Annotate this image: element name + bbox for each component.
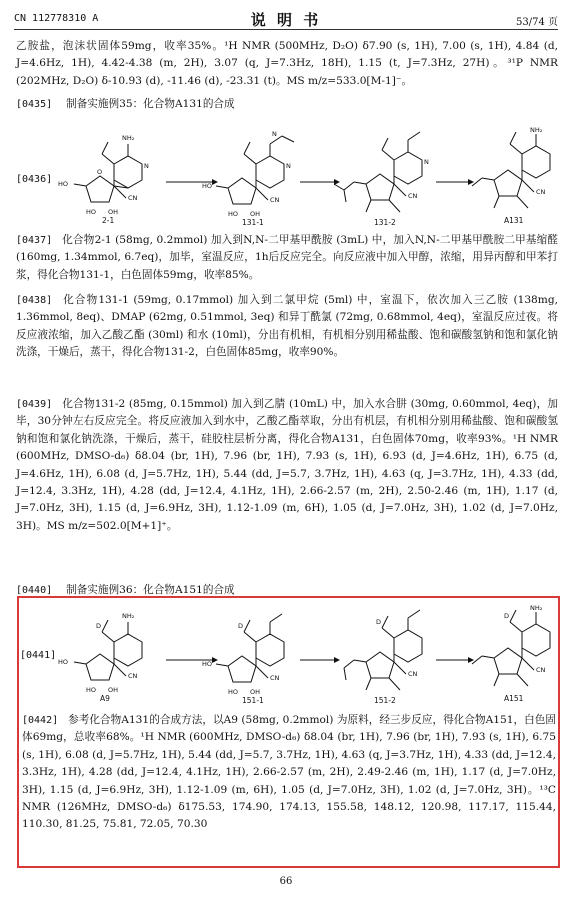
svg-text:N: N xyxy=(424,158,429,166)
page-info: 53/74 页 xyxy=(516,17,558,28)
reaction-scheme-2 xyxy=(16,604,558,706)
nh2-label: NH₂ xyxy=(122,134,135,142)
paragraph-0442 xyxy=(22,712,556,834)
svg-text:HO: HO xyxy=(228,210,239,218)
heading-text: 制备实施例36：化合物A151的合成 xyxy=(66,584,235,596)
svg-text:HO: HO xyxy=(58,658,69,666)
paragraph-0438 xyxy=(16,292,558,362)
svg-text:D: D xyxy=(238,622,244,630)
compound-151-1-structure xyxy=(202,614,284,696)
svg-text:N: N xyxy=(286,162,291,170)
svg-text:HO: HO xyxy=(228,688,239,696)
paragraph-text: 乙胺盐，泡沫状固体59mg，收率35%。¹H NMR (500MHz, D₂O) δ7.90 (s, 1H), 7.00 (s, 1H), 4.84 (d, J=4.6Hz, 1H), 4.42-4.38 (m, 2H), 3.07 (q, J=7.3Hz, 18H), 1.15 (t, J=7.3Hz, 27H)。³¹P NMR (202MHz, D₂O) δ-10.93 (d), -11.46 (d), -23.31 (t)。MS m/z=533.0[M-1]⁻。 xyxy=(16,40,558,87)
paragraph-tag: [0441] xyxy=(20,650,57,661)
svg-text:NH₂: NH₂ xyxy=(530,604,543,612)
heading-text: 制备实施例35：化合物A131的合成 xyxy=(66,98,235,110)
compound-131-2-structure xyxy=(334,132,429,212)
compound-label: A131 xyxy=(504,216,524,225)
paragraph-tag: [0438] xyxy=(16,295,53,306)
svg-text:HO: HO xyxy=(202,182,213,190)
svg-text:HO: HO xyxy=(58,180,69,188)
compound-151-2-structure xyxy=(344,610,422,690)
paragraph-text: 化合物131-1 (59mg, 0.17mmol) 加入到二氯甲烷 (5ml) 中，室温下，依次加入三乙胺 (138mg, 1.36mmol, 8eq)、DMAP (62mg, 0.51mmol, 3eq) 和异丁酰氯 (72mg, 0.68mmol, 4eq)，室温反应过夜。将反应液浓缩，加入乙酸乙酯 (30ml) 和水 (10ml)，分出有机相，有机相分别用稀盐酸、饱和碳酸氢钠和饱和氯化钠洗涤，干燥后，蒸干，得化合物131-2，白色固体85mg，收率90%。 xyxy=(16,294,558,359)
paragraph-tag: [0436] xyxy=(16,174,53,185)
compound-label: 151-1 xyxy=(242,696,264,705)
compound-131-1-structure xyxy=(202,130,294,218)
publication-number: CN 112778310 A xyxy=(14,13,99,24)
compound-a131-structure xyxy=(472,126,550,208)
svg-text:OH: OH xyxy=(250,688,261,696)
svg-text:CN: CN xyxy=(536,666,546,674)
svg-text:HO: HO xyxy=(86,208,97,216)
svg-text:OH: OH xyxy=(108,686,119,694)
compound-label: A9 xyxy=(100,694,110,703)
svg-text:CN: CN xyxy=(270,196,280,204)
svg-text:NH₂: NH₂ xyxy=(530,126,543,134)
svg-text:CN: CN xyxy=(128,194,138,202)
paragraph-text: 化合物131-2 (85mg, 0.15mmol) 加入到乙腈 (10mL) 中，加入水合肼 (30mg, 0.60mmol, 4eq)，加毕，30分钟左右反应完全。将反应液加入到水中，乙酸乙酯萃取，分出有机层，有机相分别用稀盐酸、饱和碳酸氢钠和饱和氯化钠洗涤，干燥后，蒸干，硅胶柱层析分离，得化合物A131，白色固体70mg，收率93%。¹H NMR (600MHz, DMSO-d₆) δ8.04 (br, 1H), 7.96 (br, 1H), 7.93 (s, 1H), 6.93 (d, J=4.6Hz, 1H), 6.75 (d, J=4.6Hz, 1H), 6.08 (d, J=5.7Hz, 1H), 5.44 (dd, J=5.7, 3.7Hz, 1H), 4.63 (q, J=3.7Hz, 1H), 4.33 (dd, J=12.4, 3.3Hz, 1H), 4.28 (dd, J=12.4, 4.1Hz, 1H), 2.66-2.57 (m, 2H), 2.50-2.46 (m, 1H), 1.17 (d, J=7.0Hz, 3H), 1.15 (d, J=6.9Hz, 3H), 1.12-1.09 (m, 6H), 1.05 (d, J=7.0Hz, 3H), 1.02 (d, J=7.0Hz, 3H)。MS m/z=502.0[M+1]⁺。 xyxy=(16,398,558,532)
svg-text:CN: CN xyxy=(270,674,280,682)
paragraph-0437 xyxy=(16,232,558,284)
svg-text:CN: CN xyxy=(128,672,138,680)
paragraph-tag: [0439] xyxy=(16,399,53,410)
scheme-1-drawing xyxy=(16,124,558,228)
scheme-2-drawing xyxy=(16,604,558,706)
page-number: 66 xyxy=(279,876,293,887)
svg-text:D: D xyxy=(96,622,102,630)
svg-text:NH₂: NH₂ xyxy=(122,612,135,620)
compound-2-1-structure xyxy=(58,134,149,216)
paragraph-tag: [0437] xyxy=(16,235,53,246)
compound-a9-structure xyxy=(58,612,142,694)
paragraph-continued xyxy=(16,38,558,90)
paragraph-tag: [0440] xyxy=(16,585,53,596)
svg-text:N: N xyxy=(144,162,149,170)
svg-text:OH: OH xyxy=(108,208,119,216)
svg-text:O: O xyxy=(97,168,103,176)
svg-text:CN: CN xyxy=(408,670,418,678)
svg-text:HO: HO xyxy=(202,660,213,668)
paragraph-tag: [0442] xyxy=(22,715,59,726)
paragraph-text: 参考化合物A131的合成方法，以A9 (58mg, 0.2mmol) 为原料，经三步反应，得化合物A151，白色固体69mg，总收率68%。¹H NMR (600MHz, DMSO-d₆) δ8.04 (br, 1H), 7.96 (br, 1H), 7.93 (s, 1H), 6.75 (s, 1H), 6.08 (d, J=5.7Hz, 1H), 5.44 (dd, J=5.7, 3.7Hz, 1H), 4.63 (q, J=3.7Hz, 1H), 4.33 (dd, J=12.4, 3.3Hz, 1H), 4.28 (dd, J=12.4, 4.1Hz, 1H), 2.66-2.57 (m, 2H), 2.49-2.46 (m, 1H), 1.17 (d, J=7.0Hz, 3H), 1.15 (d, J=6.9Hz, 3H), 1.12-1.09 (m, 6H), 1.05 (d, J=7.0Hz, 3H), 1.02 (d, J=7.0Hz, 3H)。¹³C NMR (126MHz, DMSO-d₆) δ175.53, 174.90, 174.13, 155.58, 148.12, 120.98, 117.17, 115.44, 110.30, 81.25, 75.81, 72.05, 70.30 xyxy=(22,714,556,831)
compound-label: 131-2 xyxy=(374,218,396,227)
svg-text:CN: CN xyxy=(536,188,546,196)
svg-text:D: D xyxy=(376,618,382,626)
svg-text:N: N xyxy=(272,130,277,138)
svg-text:OH: OH xyxy=(250,210,261,218)
document-title: 说 明 书 xyxy=(250,11,322,29)
paragraph-text: 化合物2-1 (58mg, 0.2mmol) 加入到N,N-二甲基甲酰胺 (3mL) 中，加入N,N-二甲基甲酰胺二甲基缩醛 (160mg, 1.34mmol, 6.7eq)，加毕，室温反应，1h后反应完全。向反应液中加入甲醇，浓缩，用异丙醇和甲苯打浆，得化合物131-1，白色固体59mg，收率85%。 xyxy=(16,234,558,281)
reaction-scheme-1 xyxy=(16,124,558,228)
compound-label: A151 xyxy=(504,694,524,703)
paragraph-0439 xyxy=(16,396,558,535)
page-header xyxy=(14,8,558,30)
compound-label: 151-2 xyxy=(374,696,396,705)
compound-a151-structure xyxy=(472,604,550,686)
compound-label: 2-1 xyxy=(102,216,115,225)
compound-label: 131-1 xyxy=(242,218,264,227)
svg-text:HO: HO xyxy=(86,686,97,694)
heading-0435 xyxy=(16,96,235,113)
svg-text:CN: CN xyxy=(408,192,418,200)
paragraph-tag: [0435] xyxy=(16,99,53,110)
svg-text:D: D xyxy=(504,612,510,620)
